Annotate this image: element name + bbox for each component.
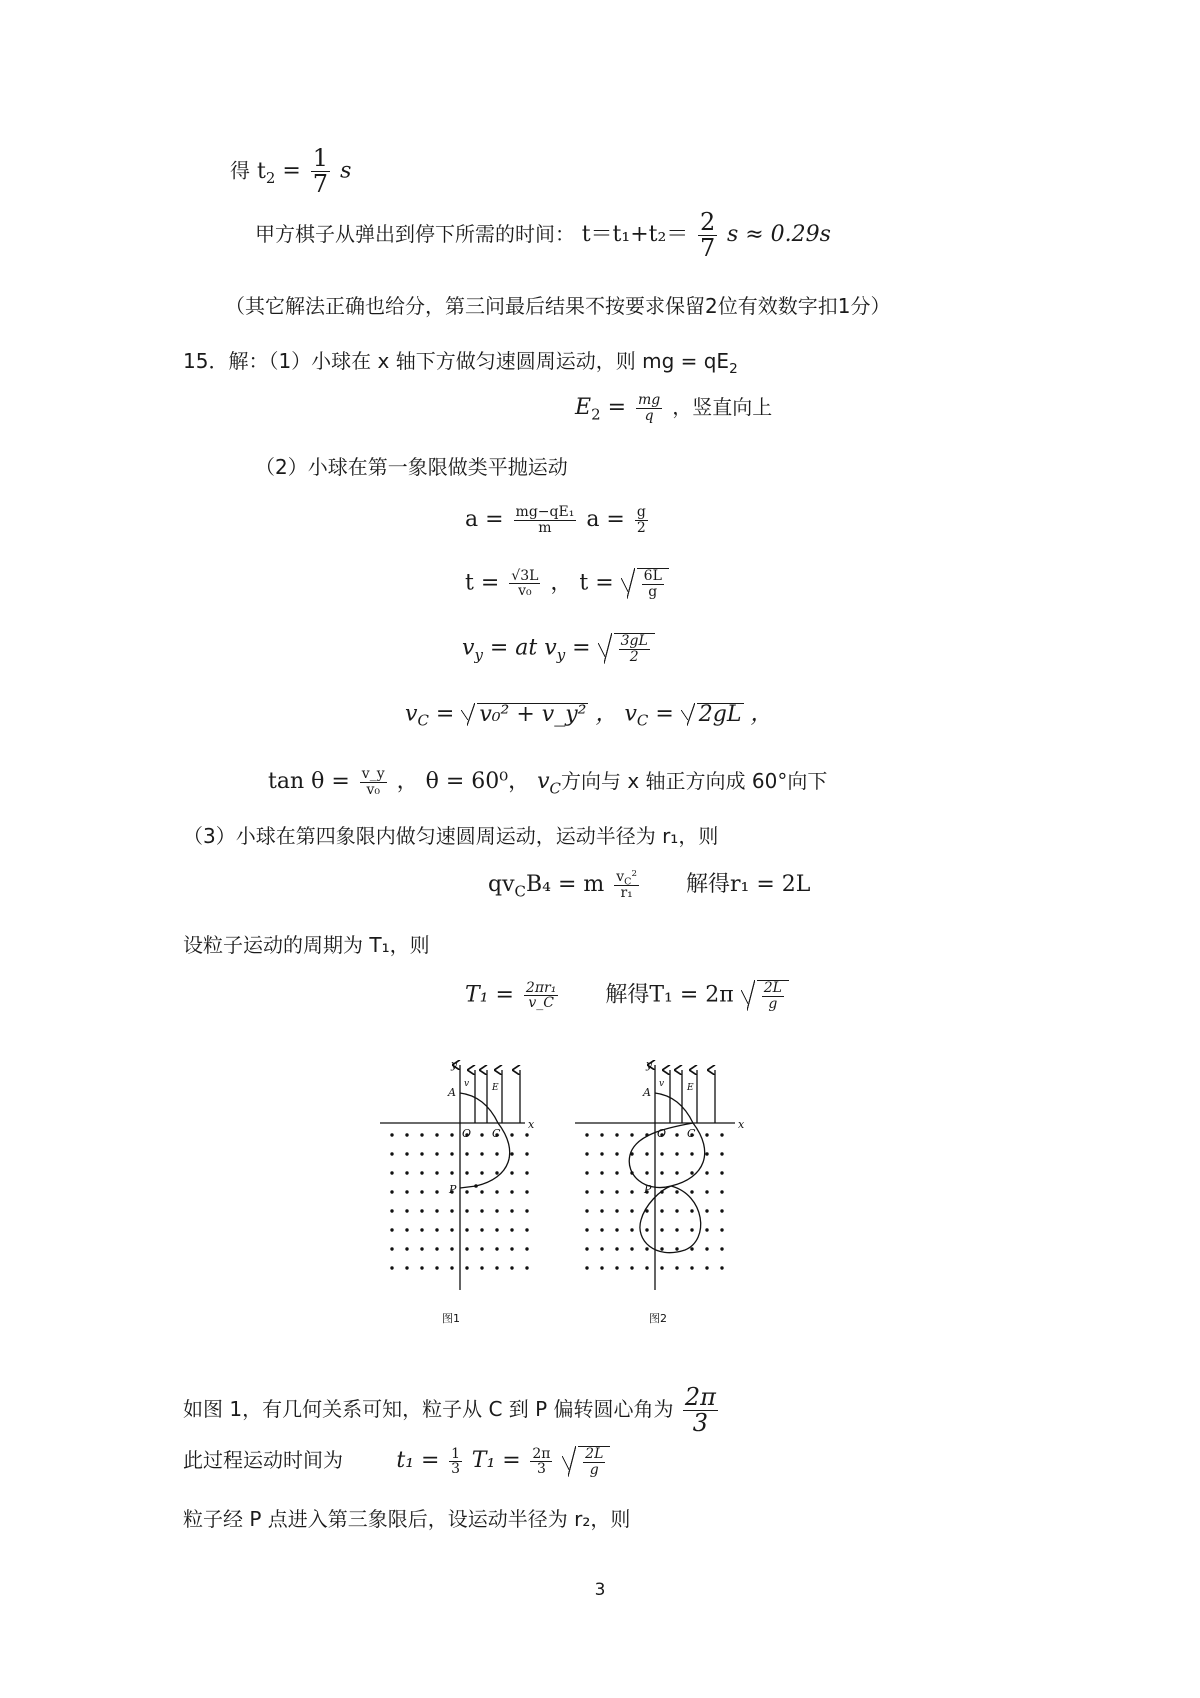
e-field-arrows-1 <box>475 1070 520 1123</box>
field-dot <box>510 1190 513 1193</box>
field-dot <box>705 1247 708 1250</box>
field-dot <box>465 1190 468 1193</box>
field-dot <box>585 1209 588 1212</box>
field-dot <box>420 1228 423 1231</box>
field-dot <box>660 1152 663 1155</box>
field-dot <box>600 1190 603 1193</box>
field-dot <box>495 1266 498 1269</box>
field-dot <box>525 1209 528 1212</box>
field-dot <box>675 1228 678 1231</box>
field-dot <box>660 1266 663 1269</box>
field-dot <box>600 1171 603 1174</box>
field-dot <box>645 1266 648 1269</box>
field-dot <box>705 1133 708 1136</box>
field-dot <box>690 1190 693 1193</box>
field-dot <box>435 1228 438 1231</box>
field-dot <box>405 1133 408 1136</box>
field-dot <box>420 1152 423 1155</box>
label-v-1: v <box>464 1079 470 1089</box>
figure-2-label: 图2 <box>649 1312 667 1325</box>
field-dot <box>720 1152 723 1155</box>
field-dot <box>630 1190 633 1193</box>
label-P-2: P <box>644 1183 652 1196</box>
field-dot <box>720 1133 723 1136</box>
field-dot <box>450 1266 453 1269</box>
field-dot <box>720 1228 723 1231</box>
field-dot <box>480 1171 483 1174</box>
vy-equation: $v_y$ = at $v_y$ = $\frac{3gL}{2}$ <box>462 633 655 664</box>
q15-part3: （3）小球在第四象限内做匀速圆周运动，运动半径为 r₁，则 <box>183 824 719 848</box>
field-dot <box>525 1247 528 1250</box>
e-field-arrows-2 <box>670 1070 715 1123</box>
field-dot <box>645 1171 648 1174</box>
field-dot <box>450 1228 453 1231</box>
field-dot <box>405 1266 408 1269</box>
field-dot <box>525 1171 528 1174</box>
field-dot <box>510 1209 513 1212</box>
label-E-1: E <box>492 1083 499 1093</box>
vc-equation: $v_C = v_0^2$ + v_y² ， $v_C = 2gL$ ， <box>405 701 773 730</box>
label-O-1: O <box>462 1127 472 1140</box>
field-dot <box>720 1266 723 1269</box>
fraction-1-7: $\frac{1}{7}$ <box>312 144 329 199</box>
field-dot <box>675 1190 678 1193</box>
field-dot <box>660 1171 663 1174</box>
field-dot <box>585 1247 588 1250</box>
field-dot <box>495 1247 498 1250</box>
field-dot <box>615 1171 618 1174</box>
total-time-line <box>255 210 831 261</box>
field-dot <box>525 1133 528 1136</box>
field-dot <box>675 1209 678 1212</box>
time-equation: t = $\frac{√3L}{\text{v₀}}$ ， t = $\frac{6L}{g}$ <box>465 568 669 599</box>
field-dot <box>705 1209 708 1212</box>
field-dot <box>675 1266 678 1269</box>
field-dot <box>660 1209 663 1212</box>
field-dot <box>615 1228 618 1231</box>
period-text: 设粒子运动的周期为 T₁，则 <box>183 933 430 957</box>
field-dot <box>465 1209 468 1212</box>
grading-note: （其它解法正确也给分，第三问最后结果不按要求保留2位有效数字扣1分） <box>225 294 891 318</box>
sqrt-2L-g: $\frac{2L}{g}$ <box>741 980 789 1011</box>
label-x-2: x <box>738 1118 745 1131</box>
field-dot <box>510 1133 513 1136</box>
total-time-value: s ≈ 0.29s <box>726 222 831 248</box>
field-dot <box>435 1133 438 1136</box>
field-dot <box>450 1209 453 1212</box>
field-dot <box>630 1228 633 1231</box>
field-dot <box>585 1171 588 1174</box>
figure-1-label: 图1 <box>442 1312 460 1325</box>
field-dot <box>510 1247 513 1250</box>
label-y-1: y <box>451 1060 458 1071</box>
field-dot <box>465 1171 468 1174</box>
field-dot <box>390 1152 393 1155</box>
field-dot <box>705 1228 708 1231</box>
label-x-1: x <box>528 1118 535 1131</box>
angle-line: 如图 1，有几何关系可知，粒子从 C 到 P 偏转圆心角为 $\frac{2\pi}{3}$ <box>183 1383 716 1438</box>
time-t1-line: 此过程运动时间为 t₁ = $\frac{1}{3}$ T₁ = $\frac{2\pi}{3}$ $\frac{2L}{g}$ <box>183 1446 610 1477</box>
field-dot <box>465 1228 468 1231</box>
field-dot <box>390 1266 393 1269</box>
field-dot <box>435 1152 438 1155</box>
field-dot <box>720 1247 723 1250</box>
total-time-expr: t＝t₁+t₂＝ <box>581 222 689 248</box>
field-dot <box>585 1266 588 1269</box>
unit-s: s <box>340 158 352 184</box>
e2-equation: $E_2$ = $\frac{mg}{q}$ ，竖直向上 <box>575 392 773 424</box>
fraction-2-7: $\frac{2}{7}$ <box>699 208 716 263</box>
field-dot <box>525 1190 528 1193</box>
field-dot <box>510 1152 513 1155</box>
sqrt-v0-vy: v₀² + v_y² <box>461 703 588 726</box>
field-dot <box>435 1209 438 1212</box>
field-dot <box>480 1228 483 1231</box>
field-dot <box>705 1266 708 1269</box>
field-dot <box>615 1133 618 1136</box>
field-dot <box>720 1209 723 1212</box>
field-dot <box>690 1266 693 1269</box>
field-dot <box>435 1247 438 1250</box>
field-dot <box>405 1152 408 1155</box>
field-dot <box>480 1190 483 1193</box>
label-v-2: v <box>659 1079 665 1089</box>
sqrt-2L-g-2: $\frac{2L}{g}$ <box>562 1446 610 1477</box>
field-dot <box>585 1228 588 1231</box>
field-dot <box>495 1171 498 1174</box>
field-dot <box>435 1266 438 1269</box>
field-dot <box>600 1152 603 1155</box>
field-dot <box>480 1247 483 1250</box>
field-dot <box>630 1209 633 1212</box>
field-dot <box>510 1171 513 1174</box>
field-dot <box>420 1247 423 1250</box>
field-dot <box>450 1133 453 1136</box>
field-dot <box>495 1209 498 1212</box>
field-dot <box>525 1228 528 1231</box>
field-dot <box>495 1228 498 1231</box>
field-dot <box>705 1190 708 1193</box>
field-dot <box>630 1266 633 1269</box>
field-dot <box>615 1152 618 1155</box>
q15-part2: （2）小球在第一象限做类平抛运动 <box>255 455 568 479</box>
field-dot <box>705 1171 708 1174</box>
field-dot <box>585 1190 588 1193</box>
field-dot <box>675 1247 678 1250</box>
label-P-1: P <box>449 1183 457 1196</box>
field-dot <box>390 1247 393 1250</box>
field-dot <box>465 1266 468 1269</box>
field-dot <box>690 1171 693 1174</box>
field-dot <box>600 1133 603 1136</box>
period-equation: T₁ = $\frac{\text{2πr₁}}{v\_C}$ 解得T₁ = 2π $\frac{2L}{g}$ <box>465 980 789 1011</box>
field-dot <box>525 1152 528 1155</box>
field-dot <box>465 1152 468 1155</box>
field-dot <box>420 1209 423 1212</box>
field-dot <box>645 1247 648 1250</box>
field-dot <box>720 1190 723 1193</box>
field-dot <box>510 1228 513 1231</box>
field-dot <box>615 1266 618 1269</box>
field-dot <box>645 1228 648 1231</box>
t2-symbol: $t_2$ <box>257 158 276 187</box>
result-t2 <box>230 146 351 197</box>
field-dot <box>390 1190 393 1193</box>
field-dot <box>615 1247 618 1250</box>
field-dot <box>675 1152 678 1155</box>
field-dot <box>405 1209 408 1212</box>
trajectory-figures <box>380 1060 800 1330</box>
field-dot <box>600 1228 603 1231</box>
field-dot <box>645 1152 648 1155</box>
field-dot <box>405 1228 408 1231</box>
field-dot <box>525 1266 528 1269</box>
field-dot <box>390 1228 393 1231</box>
fraction-mg-q: $\frac{mg}{q}$ <box>638 392 661 424</box>
field-dot <box>585 1152 588 1155</box>
field-dot <box>630 1133 633 1136</box>
field-dot <box>510 1266 513 1269</box>
figure-1 <box>380 1060 535 1325</box>
figure-2 <box>575 1060 745 1325</box>
field-dot <box>675 1171 678 1174</box>
field-dot <box>405 1190 408 1193</box>
tan-equation: tan θ = $\frac{v\_y}{\text{v₀}}$ ， θ = 60⁰， $v_C$方向与 x 轴正方向成 60°向下 <box>268 766 828 798</box>
field-dot <box>435 1171 438 1174</box>
label-y-2: y <box>646 1060 653 1071</box>
field-dot <box>585 1133 588 1136</box>
field-dot <box>450 1247 453 1250</box>
field-dot <box>660 1247 663 1250</box>
field-dot <box>495 1152 498 1155</box>
label-A-2: A <box>643 1086 651 1099</box>
field-dot <box>465 1247 468 1250</box>
field-dot <box>600 1266 603 1269</box>
field-dot <box>720 1171 723 1174</box>
qvb-equation: $qv_CB_4 = m$ $\frac{v_C^2}{\text{r₁}}$ 解得r₁ = 2L <box>488 869 811 901</box>
sqrt-6L-g: $\frac{6L}{g}$ <box>621 568 669 599</box>
field-dot <box>420 1266 423 1269</box>
field-dot <box>390 1171 393 1174</box>
label-A-1: A <box>448 1086 456 1099</box>
field-dot <box>480 1209 483 1212</box>
field-dot <box>705 1152 708 1155</box>
field-dot <box>690 1152 693 1155</box>
field-dot <box>480 1266 483 1269</box>
field-dot <box>390 1209 393 1212</box>
total-time-text: 甲方棋子从弹出到停下所需的时间： <box>255 222 575 247</box>
field-dot <box>495 1190 498 1193</box>
field-dot <box>480 1152 483 1155</box>
field-dot <box>450 1152 453 1155</box>
field-dot <box>675 1133 678 1136</box>
field-dot <box>690 1228 693 1231</box>
field-dot <box>615 1190 618 1193</box>
label-C-1: C <box>492 1127 501 1140</box>
label-E-2: E <box>687 1083 694 1093</box>
field-dot <box>615 1209 618 1212</box>
prefix-de: 得 <box>230 158 250 183</box>
field-dot <box>405 1171 408 1174</box>
label-C-2: C <box>687 1127 696 1140</box>
field-dot <box>420 1171 423 1174</box>
q15-part1: 15．解：（1）小球在 x 轴下方做匀速圆周运动，则 mg = $qE_2$ <box>183 349 738 377</box>
page-number: 3 <box>594 1580 606 1600</box>
field-dot <box>600 1209 603 1212</box>
field-dot <box>480 1133 483 1136</box>
field-dot <box>435 1190 438 1193</box>
field-dot <box>390 1133 393 1136</box>
field-dot <box>690 1247 693 1250</box>
accel-equation: a = $\frac{\text{mg−qE₁}}{m}$ a = $\frac{g}{2}$ <box>465 504 646 536</box>
field-dot <box>420 1190 423 1193</box>
label-O-2: O <box>657 1127 667 1140</box>
field-dot <box>450 1171 453 1174</box>
field-dot <box>630 1247 633 1250</box>
field-dot <box>690 1209 693 1212</box>
field-dot <box>600 1247 603 1250</box>
field-dot <box>405 1247 408 1250</box>
sqrt-3gL-2: $\frac{3gL}{2}$ <box>598 633 655 664</box>
sqrt-2gL: 2gL <box>681 703 744 726</box>
field-dot <box>660 1228 663 1231</box>
third-quadrant-line: 粒子经 P 点进入第三象限后，设运动半径为 r₂，则 <box>183 1507 631 1531</box>
field-dot <box>420 1133 423 1136</box>
equals: = <box>282 158 301 184</box>
